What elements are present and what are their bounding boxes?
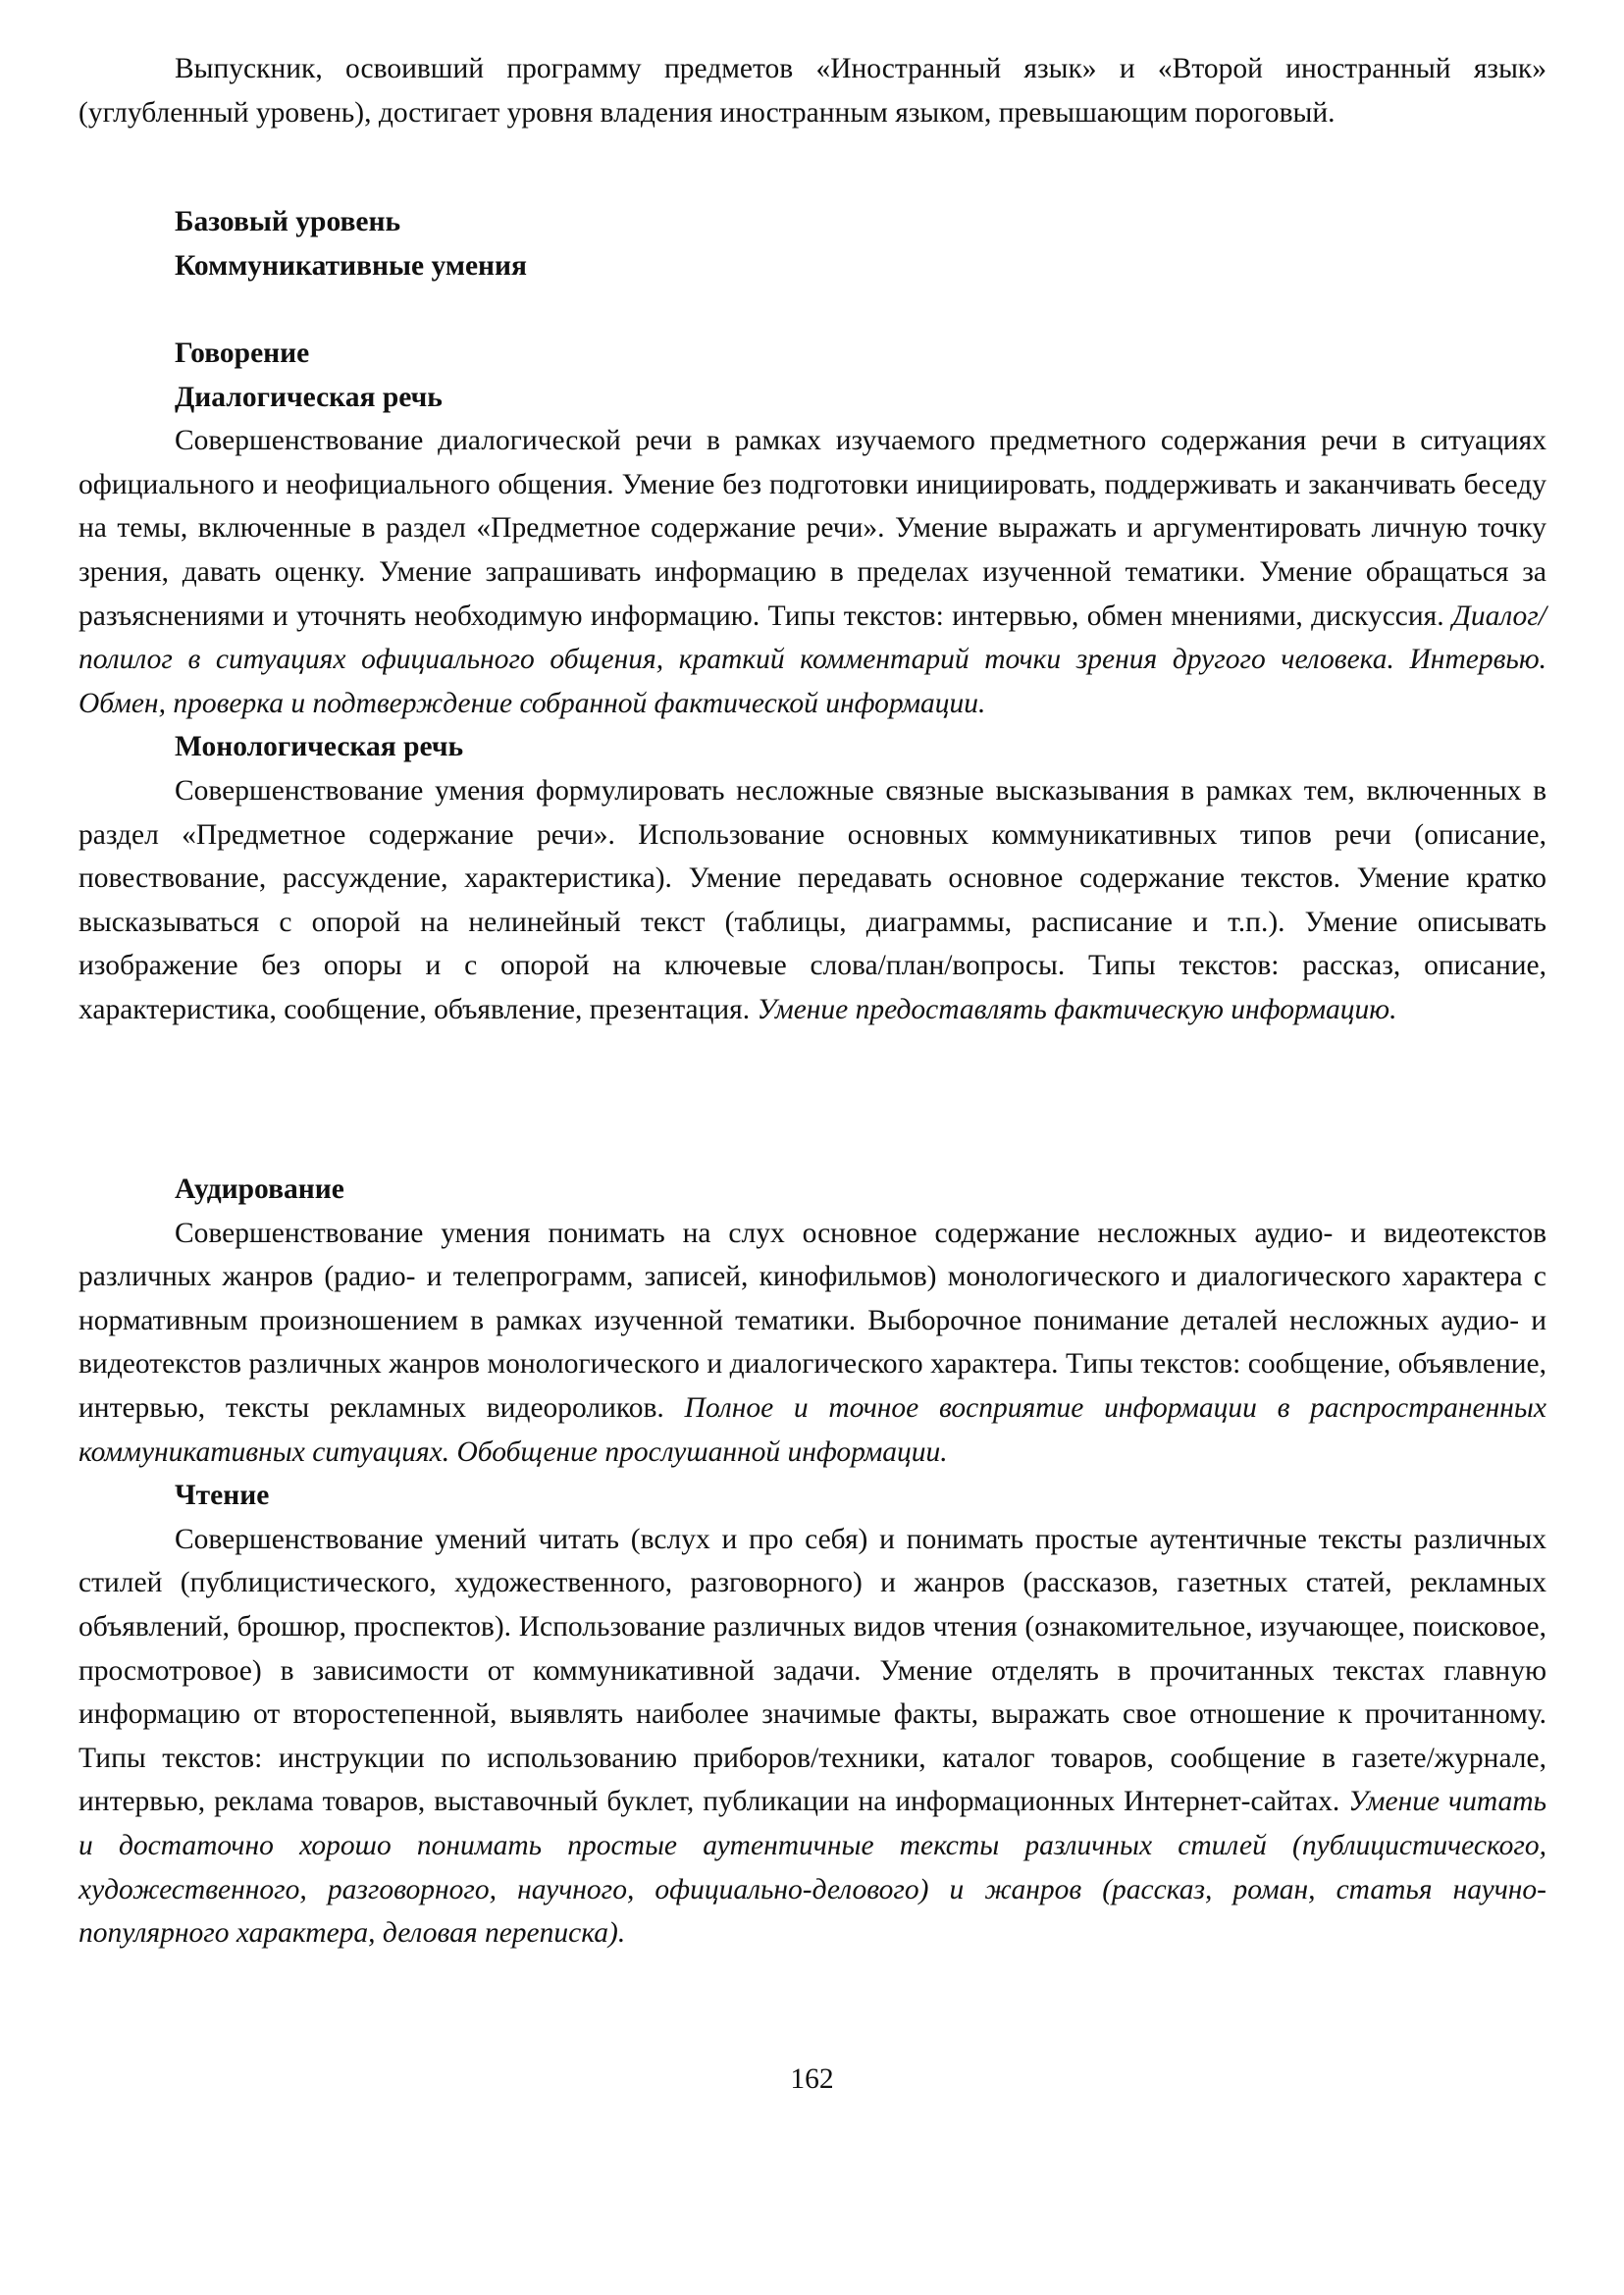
dialogic-text: Совершенствование диалогической речи в рамках изучаемого предметного содержания речи в ситуациях официального и неофициального общения. Умение без подготовки инициировать, поддерживать и заканчивать беседу на темы, включенные в раздел «Предметное содержание речи». Умение выражать и аргументировать личную точку зрения, давать оценку. Умение запрашивать информацию в пределах изученной тематики. Умение обращаться за разъяснениями и уточнять необходимую информацию. Типы текстов: интервью, обмен мнениями, дискуссия.	[79, 425, 1546, 632]
intro-section	[79, 47, 1546, 134]
heading-dialogic-speech: Диалогическая речь	[175, 381, 443, 413]
reading-text: Совершенствование умений читать (вслух и про себя) и понимать простые аутентичные тексты различных стилей (публицистического, художественного, разговорного) и жанров (рассказов, газетных статей, рекламных объявлений, брошюр, проспектов). Использование различных видов чтения (ознакомительное, изучающее, поисковое, просмотровое) в зависимости от коммуникативной задачи. Умение отделять в прочитанных текстах главную информацию от второстепенной, выявлять наиболее значимые факты, выражать свое отношение к прочитанному. Типы текстов: инструкции по использованию приборов/техники, каталог товаров, сообщение в газете/журнале, интервью, реклама товаров, выставочный буклет, публикации на информационных Интернет-сайтах.	[79, 1523, 1546, 1818]
heading-monologic-speech: Монологическая речь	[175, 731, 464, 763]
dialogic-italic-text: Диалог/полилог в ситуациях официального общения, краткий комментарий точки зрения другого человека. Интервью. Обмен, проверка и подтверждение собранной фактической информации.	[79, 600, 1546, 719]
monologic-paragraph	[79, 769, 1546, 1032]
heading-speaking: Говорение	[175, 338, 310, 369]
listening-section	[79, 1168, 1546, 1956]
reading-paragraph	[79, 1518, 1546, 1956]
heading-reading: Чтение	[175, 1480, 270, 1512]
monologic-italic-text: Умение предоставлять фактическую информацию.	[757, 993, 1397, 1025]
page-number: 162	[790, 2063, 834, 2095]
reading-italic-text: Умение читать и достаточно хорошо понимать простые аутентичные тексты различных стилей (публицистического, художественного, разговорного, научного, официально-делового) и жанров (рассказ, роман, статья научно-популярного характера, деловая переписка).	[79, 1786, 1546, 1950]
heading-basic-level: Базовый уровень	[175, 206, 401, 237]
speaking-section	[79, 332, 1546, 1032]
listening-paragraph	[79, 1212, 1546, 1475]
heading-listening: Аудирование	[175, 1174, 344, 1205]
level-headings	[79, 200, 1546, 287]
monologic-text: Совершенствование умения формулировать несложные связные высказывания в рамках тем, включенных в раздел «Предметное содержание речи». Использование основных коммуникативных типов речи (описание, повествование, рассуждение, характеристика). Умение передавать основное содержание текстов. Умение кратко высказываться с опорой на нелинейный текст (таблицы, диаграммы, расписание и т.п.). Умение описывать изображение без опоры и с опорой на ключевые слова/план/вопросы. Типы текстов: рассказ, описание, характеристика, сообщение, объявление, презентация.	[79, 774, 1546, 1025]
listening-italic-text: Полное и точное восприятие информации в распространенных коммуникативных ситуациях. Обобщение прослушанной информации.	[79, 1391, 1546, 1468]
intro-paragraph: Выпускник, освоивший программу предметов «Иностранный язык» и «Второй иностранный язык» (углубленный уровень), достигает уровня владения иностранным языком, превышающим пороговый.	[79, 53, 1546, 129]
listening-text: Совершенствование умения понимать на слух основное содержание несложных аудио- и видеотекстов различных жанров (радио- и телепрограмм, записей, кинофильмов) монологического и диалогического характера с нормативным произношением в рамках изученной тематики. Выборочное понимание деталей несложных аудио- и видеотекстов различных жанров монологического и диалогического характера. Типы текстов: сообщение, объявление, интервью, тексты рекламных видеороликов.	[79, 1217, 1546, 1424]
heading-communicative-skills: Коммуникативные умения	[175, 249, 527, 282]
dialogic-paragraph	[79, 419, 1546, 725]
